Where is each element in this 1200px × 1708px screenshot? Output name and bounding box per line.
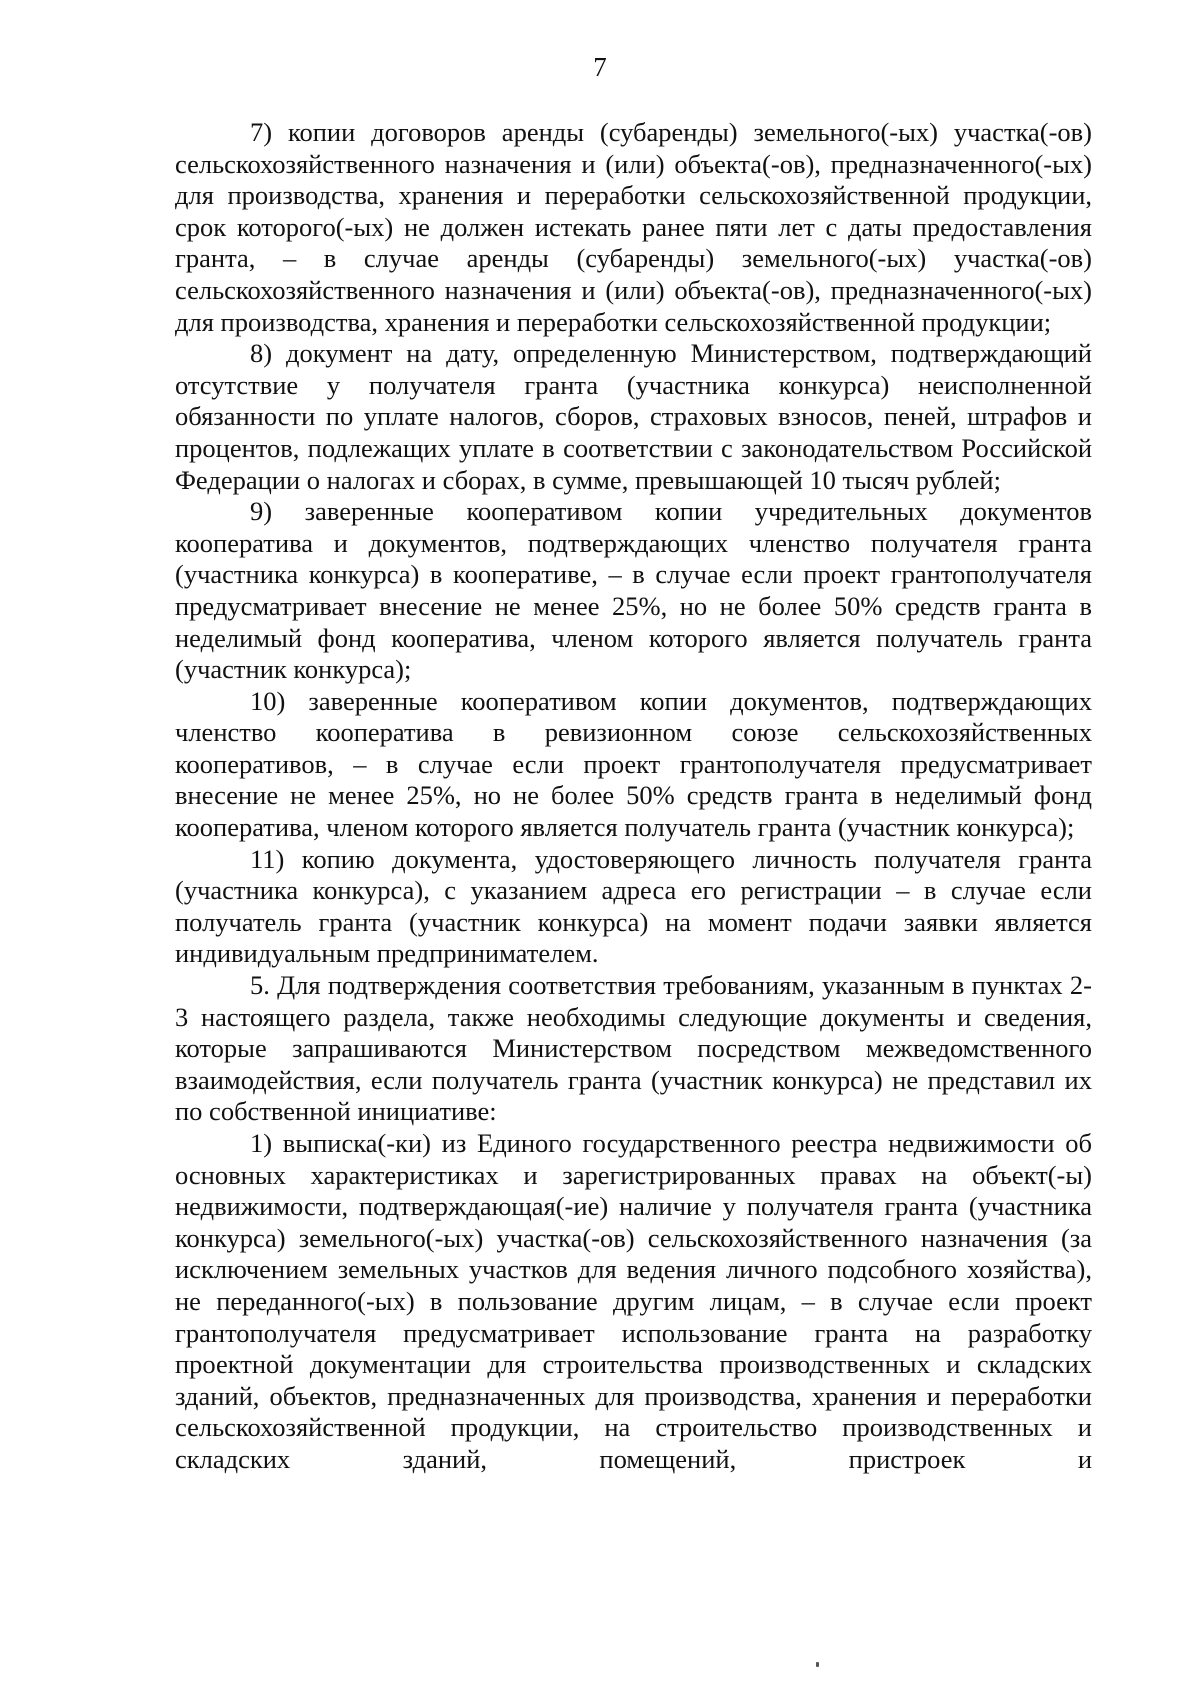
paragraph-subitem-1: 1) выписка(-ки) из Единого государственного реестра недвижимости об основных характеристиках и зарегистрированных правах на объект(-ы) недвижимости, подтверждающая(-ие) наличие у получателя гранта (участника конкурса) земельного(-ых) участка(-ов) сельскохозяйственного назначения (за исключением земельных участков для ведения личного подсобного хозяйства), не переданного(-ых) в пользование другим лицам, – в случае если проект грантополучателя предусматривает использование гранта на разработку проектной документации для строительства производственных и складских зданий, объектов, предназначенных для производства, хранения и переработки сельскохозяйственной продукции, на строительство производственных и складских зданий, помещений, пристроек и	[175, 1128, 1092, 1474]
scan-speck	[816, 1662, 819, 1667]
paragraph-item-11: 11) копию документа, удостоверяющего личность получателя гранта (участника конкурса), с указанием адреса его регистрации – в случае если получатель гранта (участник конкурса) на момент подачи заявки является индивидуальным предпринимателем.	[175, 843, 1092, 969]
document-body	[175, 117, 1092, 1476]
paragraph-item-7: 7) копии договоров аренды (субаренды) земельного(-ых) участка(-ов) сельскохозяйственного назначения и (или) объекта(-ов), предназначенного(-ых) для производства, хранения и переработки сельскохозяйственной продукции, срок которого(-ых) не должен истекать ранее пяти лет с даты предоставления гранта, – в случае аренды (субаренды) земельного(-ых) участка(-ов) сельскохозяйственного назначения и (или) объекта(-ов), предназначенного(-ых) для производства, хранения и переработки сельскохозяйственной продукции;	[175, 117, 1092, 337]
paragraph-item-10: 10) заверенные кооперативом копии документов, подтверждающих членство кооператива в ревизионном союзе сельскохозяйственных кооперативов, – в случае если проект грантополучателя предусматривает внесение не менее 25%, но не более 50% средств гранта в неделимый фонд кооператива, членом которого является получатель гранта (участник конкурса);	[175, 685, 1092, 843]
paragraph-item-9: 9) заверенные кооперативом копии учредительных документов кооператива и документов, подтверждающих членство получателя гранта (участника конкурса) в кооперативе, – в случае если проект грантополучателя предусматривает внесение не менее 25%, но не более 50% средств гранта в неделимый фонд кооператива, членом которого является получатель гранта (участник конкурса);	[175, 496, 1092, 685]
page-number: 7	[593, 52, 607, 82]
paragraph-section-5: 5. Для подтверждения соответствия требованиям, указанным в пунктах 2-3 настоящего раздела, также необходимы следующие документы и сведения, которые запрашиваются Министерством посредством межведомственного взаимодействия, если получатель гранта (участник конкурса) не представил их по собственной инициативе:	[175, 970, 1092, 1127]
paragraph-item-8: 8) документ на дату, определенную Министерством, подтверждающий отсутствие у получателя гранта (участника конкурса) неисполненной обязанности по уплате налогов, сборов, страховых взносов, пеней, штрафов и процентов, подлежащих уплате в соответствии с законодательством Российской Федерации о налогах и сборах, в сумме, превышающей 10 тысяч рублей;	[175, 338, 1092, 495]
